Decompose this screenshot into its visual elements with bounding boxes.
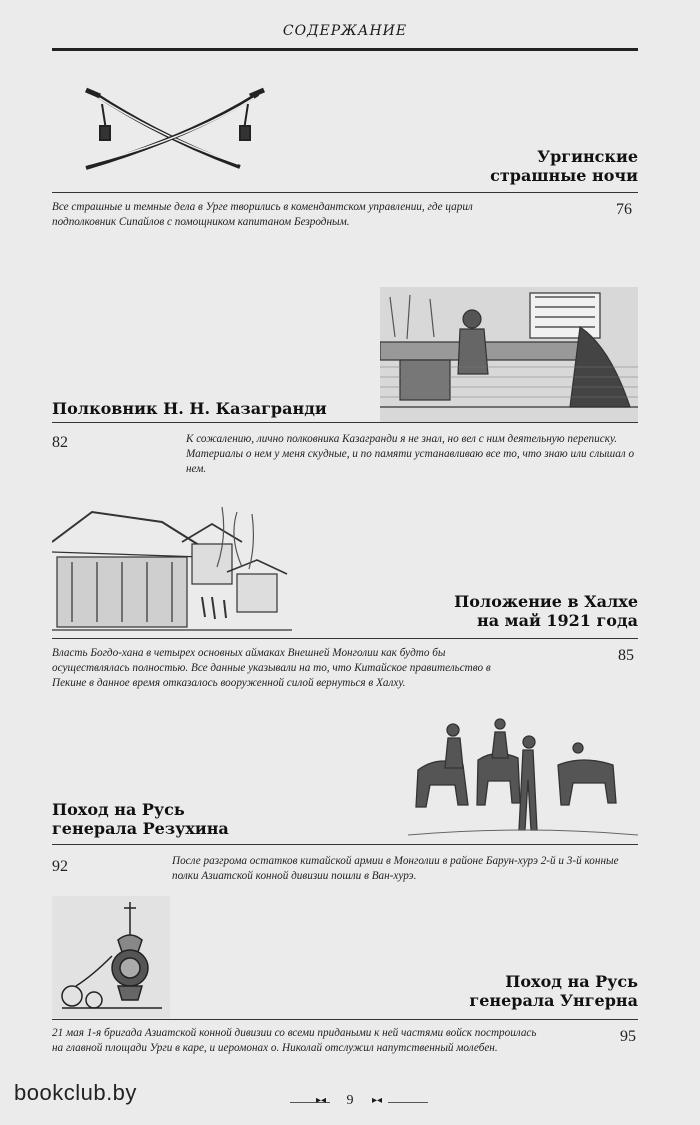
entry-description: Власть Богдо-хана в четырех основных аймаках Внешней Монголии как будто бы осуществлялась полностью. Все данные указывали на то, что Китайское правительство в Пекине в данное время отказалось вооруженной силой вернуться в Халху. <box>52 647 491 689</box>
entry-title-line: Поход на Русь <box>505 972 638 991</box>
entry-divider <box>52 422 638 423</box>
entry-title <box>52 399 382 418</box>
entry-page-number: 92 <box>52 858 68 875</box>
entry-title <box>400 147 638 185</box>
entry-title <box>400 592 638 630</box>
entry-description: Все страшные и темные дела в Урге творились в комендантском управлении, где царил подполковник Сипайлов с помощником капитаном Безродным. <box>52 201 473 228</box>
horsemen-illustration <box>408 710 638 842</box>
entry-divider <box>52 1019 638 1020</box>
page-header <box>52 18 638 51</box>
censer-icon <box>52 896 170 1018</box>
entry-title-line: генерала Унгерна <box>469 991 638 1010</box>
entry-title-line: Поход на Русь <box>52 800 185 819</box>
entry-page-number: 95 <box>620 1028 636 1045</box>
entry-page-number: 76 <box>616 201 632 218</box>
entry-title-line: Положение в Халхе <box>454 592 638 611</box>
entry-divider <box>52 192 638 193</box>
entry-divider <box>52 638 638 639</box>
entry-page-number: 82 <box>52 434 68 451</box>
entry-page-number: 85 <box>618 647 634 664</box>
entry-description: К сожалению, лично полковника Казагранди я не знал, но вел с ним деятельную переписку. Материалы о нем у меня скудные, и по памяти устанавливаю все то, что знаю или слышал о нем. <box>186 433 635 475</box>
pagoda-street-illustration <box>52 502 292 637</box>
entry-title <box>52 800 352 838</box>
entry-title-line: на май 1921 года <box>477 611 638 630</box>
entry-description: После разгрома остатков китайской армии в Монголии в районе Барун-хурэ 2-й и 3-й конные полки Азиатской конной дивизии пошли в Ван-хурэ. <box>172 855 619 882</box>
footer-arrow-left-icon: ▸◂ <box>316 1095 327 1106</box>
entry-title <box>400 972 638 1010</box>
crossed-sabers-icon <box>80 82 270 174</box>
entry-title-line: Полковник Н. Н. Казагранди <box>52 399 327 418</box>
entry-divider <box>52 844 638 845</box>
footer-ornament-right <box>388 1102 428 1103</box>
entry-title-line: Ургинские <box>537 147 638 166</box>
tavern-scene-illustration <box>380 287 638 422</box>
entry-title-line: страшные ночи <box>490 166 638 185</box>
footer-page-number: 9 <box>346 1093 354 1108</box>
entry-description: 21 мая 1-я бригада Азиатской конной дивизии со всеми придаными к ней частями войск построилась на главной площади Урги в каре, и иеромонах о. Николай отслужил напутственный молебен. <box>52 1027 537 1054</box>
entry-title-line: генерала Резухина <box>52 819 229 838</box>
footer-arrow-right-icon: ▸◂ <box>372 1095 383 1106</box>
header-title: СОДЕРЖАНИЕ <box>282 23 408 39</box>
watermark: bookclub.by <box>14 1080 137 1105</box>
